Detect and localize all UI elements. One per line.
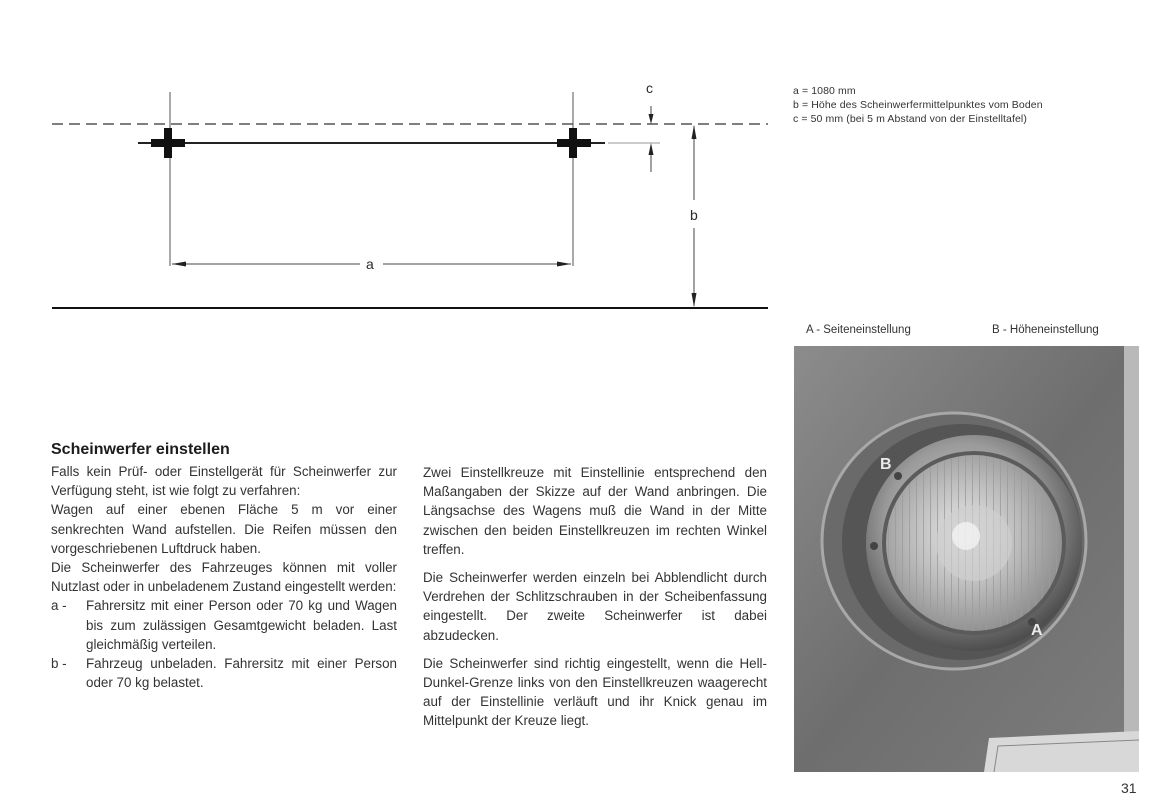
list-text: Fahrersitz mit einer Person oder 70 kg und Wagen bis zum zulässigen Gesamtgewicht beladen. Last gleichmäßig verteilen. <box>86 598 397 652</box>
paragraph-crosses: Zwei Einstellkreuze mit Einstellinie entsprechend den Maßangaben der Skizze auf der Wand anbringen. Die Längsachse des Wagens muß die Wand in der Mitte zwischen den beiden Einstellkreuzen im rechten Winkel treffen. <box>423 465 767 557</box>
section-heading: Scheinwerfer einstellen <box>51 441 230 458</box>
photo-caption-b: B - Höheneinstellung <box>992 324 1099 336</box>
list-marker: a - <box>51 598 67 614</box>
right-cross-mark <box>557 128 591 158</box>
headlight-photo <box>794 346 1139 772</box>
legend-a: a = 1080 mm <box>793 85 856 97</box>
paragraph-load-state: Die Scheinwerfer des Fahrzeuges können mit voller Nutzlast oder in unbeladenem Zustand eingestellt werden: <box>51 560 397 595</box>
paragraph-intro: Falls kein Prüf- oder Einstellgerät für Scheinwerfer zur Verfügung steht, ist wie folgt zu verfahren: <box>51 464 397 499</box>
diagram-legend <box>793 84 1043 126</box>
list-item <box>51 596 397 654</box>
legend-c: c = 50 mm (bei 5 m Abstand von der Einstelltafel) <box>793 113 1027 125</box>
page-number: 31 <box>1121 780 1137 796</box>
list-item <box>51 654 397 692</box>
text-column-left <box>51 462 397 692</box>
legend-b: b = Höhe des Scheinwerfermittelpunktes vom Boden <box>793 99 1043 111</box>
marker-b: B <box>880 456 892 473</box>
text-column-right <box>423 463 767 731</box>
dimension-c-label: c <box>646 80 653 96</box>
left-cross-mark <box>151 128 185 158</box>
dimension-b-label: b <box>690 207 698 223</box>
paragraph-correct-setting: Die Scheinwerfer sind richtig eingestellt, wenn die Hell-Dunkel-Grenze links von den Einstellkreuzen waagerecht auf der Einstellinie verläuft und ihr Knick genau im Mittelpunkt der Kreuze liegt. <box>423 655 767 729</box>
paragraph-adjustment: Die Scheinwerfer werden einzeln bei Abblendlicht durch Verdrehen der Schlitzschrauben in der Scheibenfassung eingestellt. Der zweite Scheinwerfer ist dabei abzudecken. <box>423 570 767 643</box>
headlight-alignment-diagram <box>0 0 780 320</box>
photo-caption-a: A - Seiteneinstellung <box>806 324 911 336</box>
dimension-a-label: a <box>366 256 374 272</box>
marker-a: A <box>1031 622 1043 639</box>
list-marker: b - <box>51 656 67 672</box>
list-text: Fahrzeug unbeladen. Fahrersitz mit einer Person oder 70 kg belastet. <box>86 656 397 691</box>
dimension-c <box>608 106 660 172</box>
paragraph-position-car: Wagen auf einer ebenen Fläche 5 m vor einer senkrechten Wand aufstellen. Die Reifen müssen den vorgeschriebenen Luftdruck haben. <box>51 502 397 556</box>
